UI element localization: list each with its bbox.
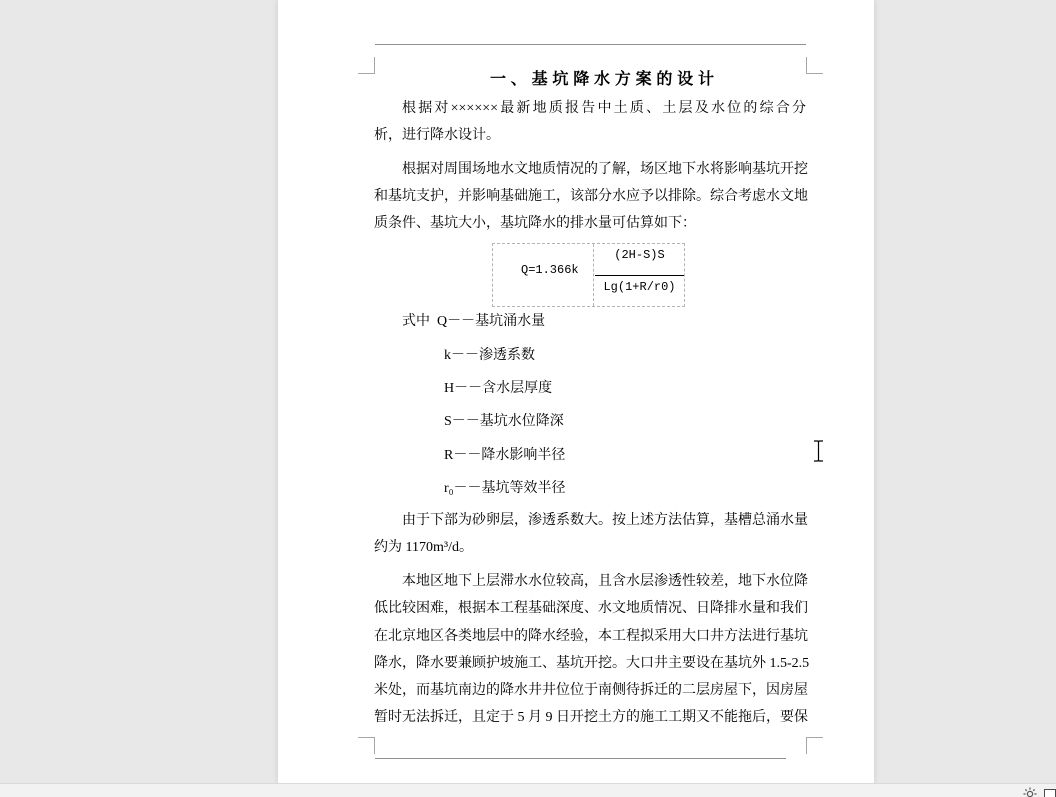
paragraph-4-line-5: 米处，而基坑南边的降水井井位位于南侧待拆迁的二层房屋下，因房屋 xyxy=(374,683,808,698)
symbol-k: k－－渗透系数 xyxy=(444,348,535,363)
formula-table[interactable] xyxy=(492,243,685,307)
symbol-r0: r₀－－基坑等效半径 xyxy=(444,481,566,496)
paragraph-2-line-1: 根据对周围场地水文地质情况的了解，场区地下水将影响基坑开挖 xyxy=(402,162,808,177)
paragraph-4-line-3: 在北京地区各类地层中的降水经验，本工程拟采用大口井方法进行基坑 xyxy=(374,629,808,644)
square-icon[interactable] xyxy=(1044,789,1056,797)
formula-left-side: Q=1.366k xyxy=(521,263,579,277)
sun-icon[interactable] xyxy=(1023,787,1037,797)
status-bar xyxy=(0,783,1056,797)
symbol-r: R－－降水影响半径 xyxy=(444,448,566,463)
paragraph-4-line-4: 降水，降水要兼顾护坡施工、基坑开挖。大口井主要设在基坑外 1.5-2.5 xyxy=(374,656,810,671)
formula-denominator: Lg(1+R/r0) xyxy=(603,280,676,294)
paragraph-1-line-1: 根据对××××××最新地质报告中土质、土层及水位的综合分 xyxy=(402,101,806,116)
formula-numerator: (2H-S)S xyxy=(614,248,665,262)
margin-corner-top-left xyxy=(358,57,375,74)
symbol-q: Q－－基坑涌水量 xyxy=(437,314,546,329)
paragraph-3-line-2: 约为 1170m³/d。 xyxy=(374,540,473,555)
where-label: 式中 xyxy=(402,314,430,329)
paragraph-4-line-2: 低比较困难，根据本工程基础深度、水文地质情况、日降排水量和我们 xyxy=(374,601,808,616)
symbol-h: H－－含水层厚度 xyxy=(444,381,553,396)
margin-corner-top-right xyxy=(806,57,823,74)
text-cursor-icon xyxy=(813,440,824,462)
paragraph-1-line-2: 析，进行降水设计。 xyxy=(374,128,500,143)
formula-cell-divider xyxy=(593,244,594,306)
paragraph-2-line-2: 和基坑支护，并影响基础施工，该部分水应予以排除。综合考虑水文地 xyxy=(374,189,808,204)
fraction-bar xyxy=(595,275,684,276)
document-page[interactable] xyxy=(278,0,874,783)
margin-corner-bottom-right xyxy=(806,737,823,754)
paragraph-4-line-6: 暂时无法拆迁，且定于 5 月 9 日开挖土方的施工工期又不能拖后，要保 xyxy=(374,710,808,725)
paragraph-3-line-1: 由于下部为砂卵层，渗透系数大。按上述方法估算，基槽总涌水量 xyxy=(402,513,808,528)
margin-corner-bottom-left xyxy=(358,737,375,754)
paragraph-2-line-3: 质条件、基坑大小，基坑降水的排水量可估算如下： xyxy=(374,216,696,231)
symbol-s: S－－基坑水位降深 xyxy=(444,414,564,429)
header-rule xyxy=(375,44,806,45)
section-heading: 一、基坑降水方案的设计 xyxy=(490,71,714,88)
paragraph-4-line-1: 本地区地下上层滞水水位较高，且含水层渗透性较差，地下水位降 xyxy=(402,574,808,589)
footer-rule xyxy=(375,758,786,759)
